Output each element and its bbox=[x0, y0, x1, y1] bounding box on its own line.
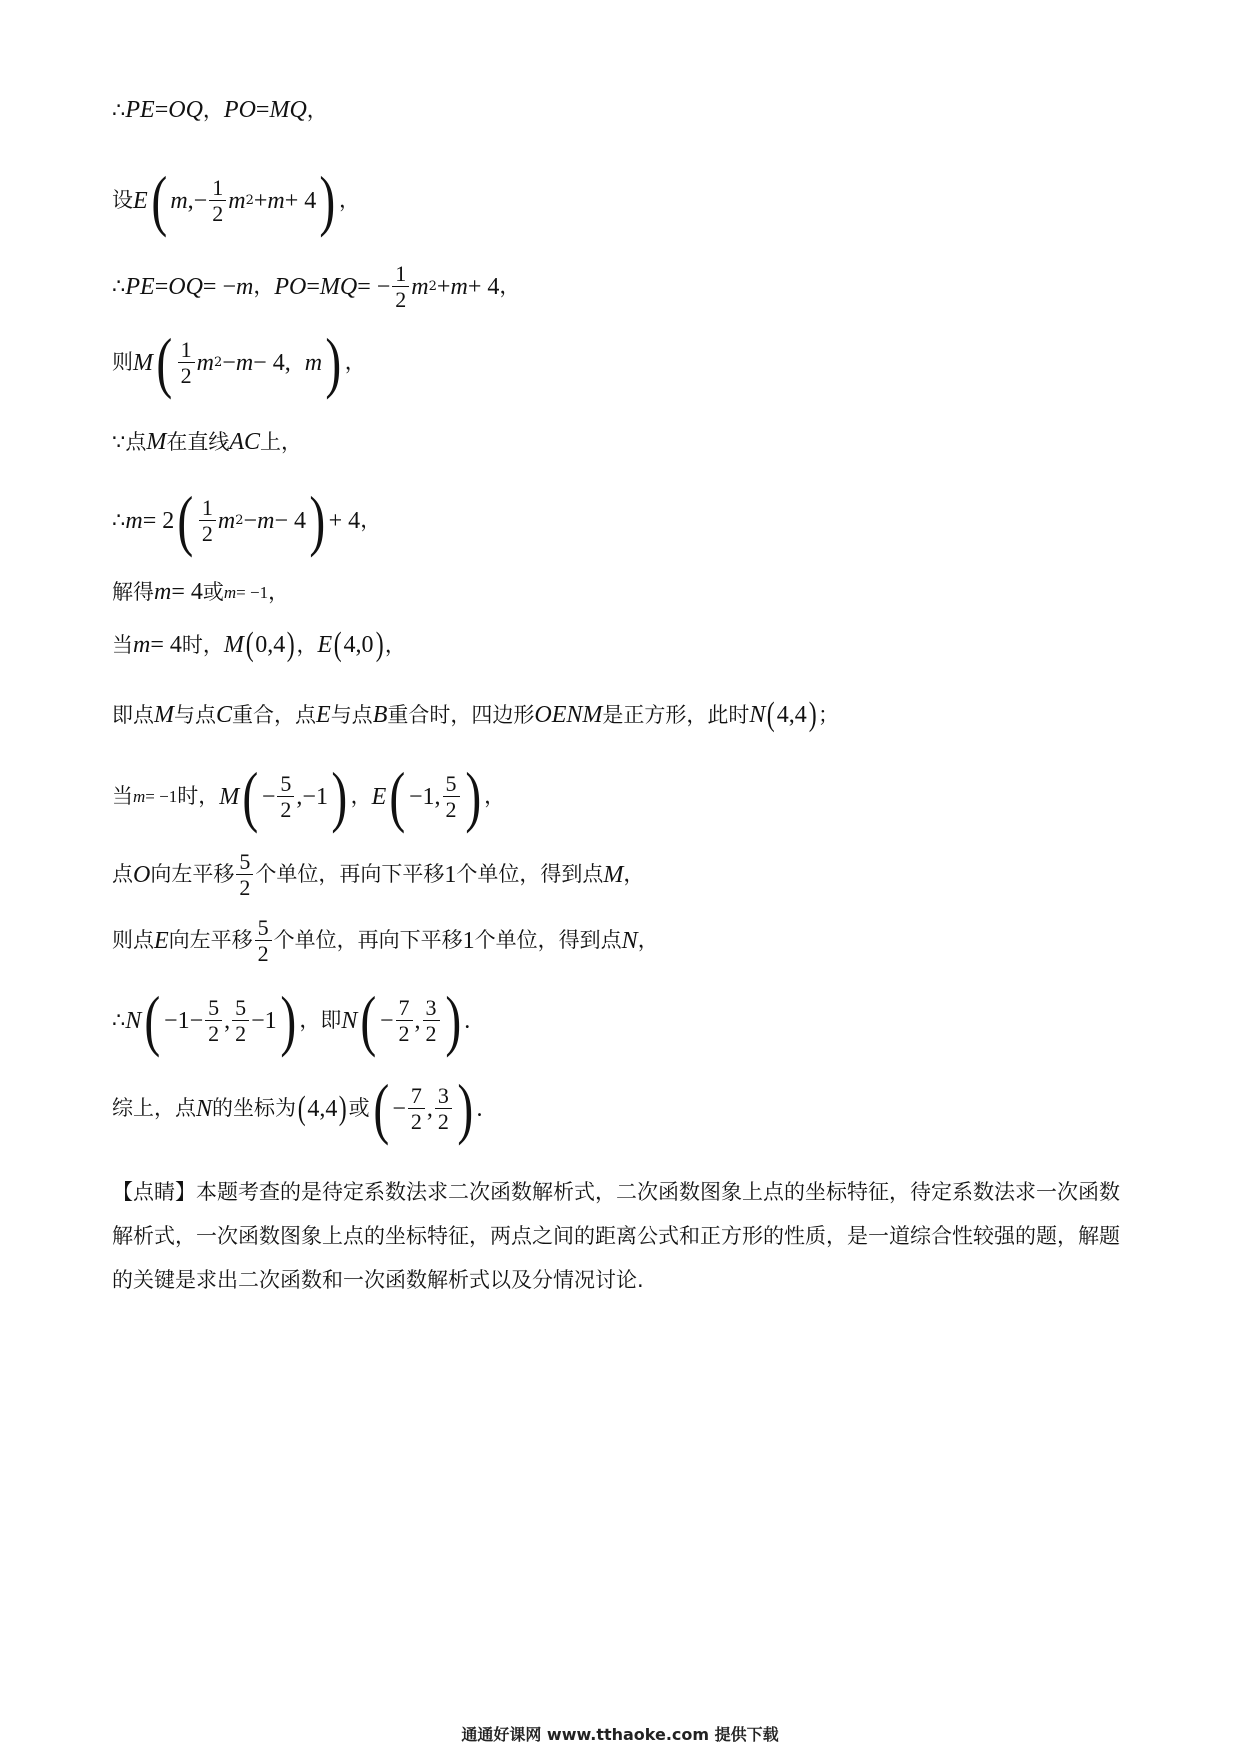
equation-line-10 bbox=[112, 758, 506, 834]
fraction bbox=[236, 850, 253, 899]
math-op: + bbox=[436, 273, 451, 300]
denominator: 2 bbox=[398, 1021, 410, 1047]
text: 个单位，再向下平移 bbox=[255, 862, 445, 887]
text: 当 bbox=[112, 632, 133, 657]
math-value: −1− bbox=[164, 1007, 204, 1034]
math-var: M bbox=[133, 349, 153, 376]
math-var: B bbox=[372, 702, 388, 728]
equation-line-2 bbox=[112, 162, 360, 238]
text: 解得 bbox=[112, 579, 154, 604]
right-paren: ) bbox=[280, 982, 296, 1058]
math-op: + 4 bbox=[328, 507, 361, 534]
text: 重合时，四边形 bbox=[387, 702, 535, 727]
math-var: PO bbox=[274, 273, 307, 300]
fraction bbox=[408, 1084, 425, 1133]
text: 设 bbox=[112, 188, 133, 213]
exponent: 2 bbox=[428, 279, 437, 295]
text: 与点 bbox=[174, 702, 216, 727]
text: 当 bbox=[112, 784, 133, 809]
right-paren: ) bbox=[319, 162, 336, 238]
math-var: N bbox=[196, 1095, 213, 1122]
numerator: 5 bbox=[205, 996, 222, 1021]
math-op: − bbox=[380, 1007, 394, 1034]
math-value: 4,4 bbox=[776, 702, 807, 728]
left-paren: ( bbox=[144, 982, 161, 1058]
punctuation: ， bbox=[360, 508, 382, 533]
numerator: 1 bbox=[178, 338, 195, 363]
text: 在直线 bbox=[166, 429, 230, 454]
therefore-symbol: ∴ bbox=[112, 508, 126, 533]
math-op: = bbox=[154, 97, 169, 123]
math-var: m bbox=[235, 349, 254, 376]
denominator: 2 bbox=[280, 797, 292, 823]
text: 综上，点 bbox=[112, 1096, 196, 1121]
math-var: N bbox=[621, 927, 638, 954]
math-var: m bbox=[133, 632, 151, 658]
fraction bbox=[232, 996, 249, 1045]
math-var: MQ bbox=[319, 273, 358, 300]
punctuation: ， bbox=[384, 632, 406, 657]
math-value: 4,0 bbox=[343, 632, 374, 658]
equation-line-6 bbox=[112, 482, 382, 558]
math-var: m bbox=[450, 273, 468, 300]
denominator: 2 bbox=[239, 875, 251, 901]
text: 时， bbox=[177, 784, 220, 809]
text: 或 bbox=[348, 1096, 370, 1121]
right-paren: ) bbox=[375, 626, 384, 663]
math-value: 1 bbox=[462, 927, 475, 954]
text: 则 bbox=[112, 350, 133, 375]
left-paren: ( bbox=[297, 1089, 306, 1127]
left-paren: ( bbox=[389, 758, 406, 834]
numerator: 1 bbox=[392, 262, 409, 287]
text: 个单位，再向下平移 bbox=[273, 928, 463, 953]
math-value: −1, bbox=[408, 783, 441, 810]
equation-line-8 bbox=[112, 628, 406, 662]
punctuation: ， bbox=[350, 784, 372, 809]
text: 是正方形，此时 bbox=[602, 702, 750, 727]
footer-source: 通通好课网 www.tthaoke.com 提供下载 bbox=[461, 1725, 779, 1744]
left-paren: ( bbox=[177, 482, 194, 558]
math-op: = bbox=[255, 97, 270, 123]
math-op: − bbox=[222, 349, 236, 376]
numerator: 5 bbox=[236, 850, 253, 875]
math-op: + bbox=[253, 187, 268, 214]
math-value: −1 bbox=[251, 1007, 277, 1034]
math-var: m bbox=[228, 187, 246, 214]
math-var: m bbox=[257, 507, 275, 534]
right-paren: ) bbox=[325, 324, 342, 400]
therefore-symbol: ∴ bbox=[112, 97, 126, 122]
math-op: = − bbox=[202, 273, 236, 300]
right-paren: ) bbox=[464, 758, 481, 834]
math-op: + 4 bbox=[284, 187, 317, 214]
equation-line-12 bbox=[112, 916, 659, 965]
math-op: = 2 bbox=[142, 507, 175, 534]
math-var: m bbox=[411, 273, 429, 300]
math-op: = −1 bbox=[145, 787, 178, 807]
punctuation: ， bbox=[499, 274, 521, 299]
left-paren: ( bbox=[333, 626, 342, 663]
equation-line-14 bbox=[112, 1070, 483, 1146]
text: ，即 bbox=[299, 1008, 342, 1033]
math-var: PE bbox=[125, 97, 155, 123]
fraction bbox=[255, 916, 272, 965]
punctuation: ， bbox=[306, 97, 328, 122]
fraction bbox=[199, 496, 216, 545]
text: 重合，点 bbox=[232, 702, 317, 727]
denominator: 2 bbox=[445, 797, 457, 823]
math-op: , bbox=[426, 1095, 433, 1122]
math-var: E bbox=[371, 783, 387, 810]
text: 向左平移 bbox=[168, 928, 253, 953]
numerator: 5 bbox=[232, 996, 249, 1021]
fraction bbox=[209, 176, 226, 225]
math-var: N bbox=[341, 1007, 358, 1034]
math-var: E bbox=[317, 632, 333, 658]
denominator: 2 bbox=[212, 201, 224, 227]
denominator: 2 bbox=[201, 521, 213, 547]
math-op: , bbox=[224, 1007, 231, 1034]
math-var: E bbox=[133, 187, 148, 214]
text: 即点 bbox=[112, 702, 154, 727]
fraction bbox=[277, 772, 294, 821]
right-paren: ) bbox=[331, 758, 348, 834]
numerator: 5 bbox=[277, 772, 294, 797]
right-paren: ) bbox=[286, 626, 295, 663]
punctuation: ， bbox=[344, 350, 366, 375]
math-value: 0,4 bbox=[255, 632, 286, 658]
math-var: O bbox=[133, 861, 151, 888]
math-var: AC bbox=[229, 429, 261, 455]
therefore-symbol: ∴ bbox=[112, 1008, 126, 1033]
math-value: 1 bbox=[444, 861, 457, 888]
equation-line-4 bbox=[112, 324, 366, 400]
punctuation: ， bbox=[296, 632, 318, 657]
numerator: 3 bbox=[423, 996, 440, 1021]
punctuation: ， bbox=[484, 784, 506, 809]
math-var: OQ bbox=[168, 97, 203, 123]
math-op: ,− bbox=[187, 187, 208, 214]
exponent: 2 bbox=[235, 513, 244, 529]
text: 与点 bbox=[330, 702, 373, 727]
therefore-symbol: ∴ bbox=[112, 274, 126, 299]
denominator: 2 bbox=[410, 1109, 422, 1135]
fraction bbox=[396, 996, 413, 1045]
text: 则点 bbox=[112, 928, 154, 953]
math-op: = 4 bbox=[150, 632, 182, 658]
left-paren: ( bbox=[767, 696, 776, 733]
equation-line-1 bbox=[112, 98, 328, 122]
math-op: − bbox=[392, 1095, 406, 1122]
math-var: M bbox=[146, 429, 167, 455]
text: 个单位，得到点 bbox=[456, 862, 604, 887]
text: 时， bbox=[181, 632, 224, 657]
numerator: 5 bbox=[443, 772, 460, 797]
math-var: m bbox=[236, 273, 254, 300]
right-paren: ) bbox=[444, 982, 461, 1058]
numerator: 7 bbox=[396, 996, 413, 1021]
numerator: 1 bbox=[199, 496, 216, 521]
denominator: 2 bbox=[425, 1021, 437, 1047]
numerator: 3 bbox=[435, 1084, 452, 1109]
punctuation: ， bbox=[338, 188, 360, 213]
fraction bbox=[443, 772, 460, 821]
equation-line-3 bbox=[112, 262, 520, 311]
math-var: OQ bbox=[168, 273, 203, 300]
math-var: M bbox=[219, 783, 240, 810]
exponent: 2 bbox=[214, 355, 223, 371]
numerator: 7 bbox=[408, 1084, 425, 1109]
left-paren: ( bbox=[151, 162, 167, 238]
comment-paragraph: 【点睛】本题考查的是待定系数法求二次函数解析式，二次函数图象上点的坐标特征，待定系数法求一次函数解析式，一次函数图象上点的坐标特征，两点之间的距离公式和正方形的性质，是一道综合性较强的题，解题的关键是求出二次函数和一次函数解析式以及分情况讨论. bbox=[112, 1180, 1120, 1292]
math-op: = bbox=[154, 273, 169, 300]
math-var: OENM bbox=[534, 702, 603, 728]
math-var: m bbox=[133, 787, 146, 807]
left-paren: ( bbox=[373, 1070, 389, 1146]
math-op: − bbox=[243, 507, 258, 534]
punctuation: . bbox=[464, 1007, 471, 1034]
text: 向左平移 bbox=[150, 862, 235, 887]
right-paren: ) bbox=[309, 482, 326, 558]
math-var: E bbox=[154, 927, 169, 954]
text: 或 bbox=[202, 579, 224, 604]
math-var: N bbox=[125, 1007, 142, 1034]
math-op: , bbox=[414, 1007, 421, 1034]
math-value: 4,4 bbox=[307, 1095, 338, 1122]
math-op: = bbox=[306, 273, 320, 300]
right-paren: ) bbox=[339, 1089, 347, 1127]
left-paren: ( bbox=[242, 758, 259, 834]
math-var: C bbox=[216, 702, 233, 728]
text: 点 bbox=[112, 862, 133, 887]
because-text: ∵点 bbox=[112, 429, 147, 454]
numerator: 1 bbox=[209, 176, 226, 201]
equation-line-11 bbox=[112, 850, 644, 899]
math-op: = 4 bbox=[171, 579, 203, 605]
text: 个单位，得到点 bbox=[474, 928, 622, 953]
punctuation: . bbox=[476, 1095, 483, 1122]
math-op: + 4 bbox=[467, 273, 500, 300]
fraction bbox=[423, 996, 440, 1045]
math-value: ,−1 bbox=[296, 783, 328, 810]
equation-line-9 bbox=[112, 698, 839, 732]
punctuation: ； bbox=[818, 702, 840, 727]
math-var: N bbox=[749, 702, 766, 728]
math-var: m bbox=[196, 349, 214, 376]
fraction bbox=[392, 262, 409, 311]
equation-line-13 bbox=[112, 982, 471, 1058]
right-paren: ) bbox=[808, 696, 817, 733]
left-paren: ( bbox=[360, 982, 377, 1058]
punctuation: ， bbox=[637, 928, 659, 953]
right-paren: ) bbox=[457, 1070, 474, 1146]
denominator: 2 bbox=[257, 941, 269, 967]
left-paren: ( bbox=[245, 626, 254, 663]
equation-line-7 bbox=[112, 580, 289, 604]
math-var: M bbox=[223, 632, 244, 658]
denominator: 2 bbox=[395, 287, 407, 313]
math-var: E bbox=[316, 702, 331, 728]
punctuation: ， bbox=[202, 97, 224, 122]
math-op: = −1 bbox=[236, 582, 269, 602]
denominator: 2 bbox=[235, 1021, 247, 1047]
math-var: m bbox=[217, 507, 236, 534]
math-var: MQ bbox=[269, 97, 307, 123]
math-op: − 4, bbox=[253, 349, 291, 376]
left-paren: ( bbox=[156, 324, 173, 400]
fraction bbox=[435, 1084, 452, 1133]
equation-line-5 bbox=[112, 430, 302, 454]
denominator: 2 bbox=[208, 1021, 220, 1047]
text: 上， bbox=[260, 429, 303, 454]
punctuation: ， bbox=[623, 862, 645, 887]
fraction bbox=[205, 996, 222, 1045]
math-var: M bbox=[154, 702, 174, 728]
exponent: 2 bbox=[245, 193, 254, 209]
denominator: 2 bbox=[437, 1109, 449, 1135]
math-var: m bbox=[154, 579, 172, 605]
math-var: m bbox=[223, 582, 237, 602]
math-op: − bbox=[261, 783, 276, 810]
text: 的坐标为 bbox=[212, 1096, 297, 1121]
numerator: 5 bbox=[255, 916, 272, 941]
math-op: = − bbox=[357, 273, 391, 300]
math-var: m bbox=[170, 187, 188, 214]
fraction bbox=[178, 338, 195, 387]
math-var: PE bbox=[125, 273, 155, 300]
math-var: m bbox=[267, 187, 285, 214]
math-var: PO bbox=[223, 97, 256, 123]
denominator: 2 bbox=[180, 363, 192, 389]
math-var: m bbox=[304, 349, 323, 376]
math-var: m bbox=[125, 507, 143, 534]
math-op: − 4 bbox=[274, 507, 306, 534]
punctuation: ， bbox=[253, 274, 275, 299]
punctuation: ， bbox=[268, 579, 290, 604]
math-var: M bbox=[603, 861, 624, 888]
